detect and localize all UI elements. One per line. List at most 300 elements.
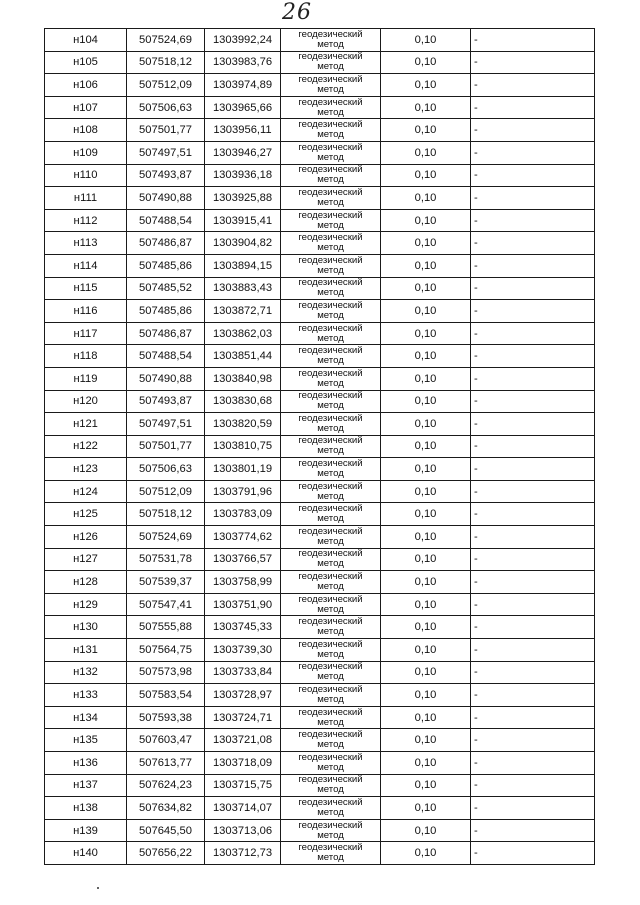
- note-cell: -: [471, 571, 595, 594]
- x-coordinate-cell: 507506,63: [127, 96, 205, 119]
- method-line-2: метод: [317, 806, 344, 818]
- error-cell: 0,10: [381, 367, 471, 390]
- table-row: [45, 345, 595, 368]
- table-row: [45, 639, 595, 662]
- method-line-1: геодезический: [298, 593, 363, 605]
- method-cell: [281, 684, 381, 707]
- scan-speck: [97, 887, 99, 889]
- method-line-1: геодезический: [298, 51, 363, 63]
- method-cell: [281, 503, 381, 526]
- y-coordinate-cell: 1303956,11: [205, 119, 281, 142]
- y-coordinate-cell: 1303718,09: [205, 752, 281, 775]
- method-line-2: метод: [317, 558, 344, 570]
- y-coordinate-cell: 1303965,66: [205, 96, 281, 119]
- y-coordinate-cell: 1303894,15: [205, 254, 281, 277]
- x-coordinate-cell: 507624,23: [127, 774, 205, 797]
- method-cell: [281, 616, 381, 639]
- coordinates-table-body: [45, 29, 595, 865]
- method-cell: [281, 639, 381, 662]
- x-coordinate-cell: 507501,77: [127, 119, 205, 142]
- x-coordinate-cell: 507524,69: [127, 29, 205, 52]
- method-cell: [281, 548, 381, 571]
- method-line-1: геодезический: [298, 164, 363, 176]
- method-line-2: метод: [317, 784, 344, 796]
- method-line-1: геодезический: [298, 141, 363, 153]
- table-row: [45, 209, 595, 232]
- method-line-2: метод: [317, 852, 344, 864]
- table-row: [45, 548, 595, 571]
- method-line-2: метод: [317, 739, 344, 751]
- method-cell: [281, 661, 381, 684]
- error-cell: 0,10: [381, 593, 471, 616]
- method-line-2: метод: [317, 106, 344, 118]
- table-row: [45, 706, 595, 729]
- error-cell: 0,10: [381, 413, 471, 436]
- point-name-cell: н119: [45, 367, 127, 390]
- table-row: [45, 74, 595, 97]
- note-cell: -: [471, 277, 595, 300]
- error-cell: 0,10: [381, 752, 471, 775]
- x-coordinate-cell: 507613,77: [127, 752, 205, 775]
- error-cell: 0,10: [381, 797, 471, 820]
- method-line-2: метод: [317, 513, 344, 525]
- point-name-cell: н106: [45, 74, 127, 97]
- error-cell: 0,10: [381, 232, 471, 255]
- method-line-2: метод: [317, 761, 344, 773]
- method-cell: [281, 345, 381, 368]
- error-cell: 0,10: [381, 526, 471, 549]
- point-name-cell: н121: [45, 413, 127, 436]
- table-row: [45, 729, 595, 752]
- y-coordinate-cell: 1303713,06: [205, 819, 281, 842]
- method-line-2: метод: [317, 129, 344, 141]
- method-line-1: геодезический: [298, 28, 363, 40]
- method-line-1: геодезический: [298, 548, 363, 560]
- error-cell: 0,10: [381, 164, 471, 187]
- table-row: [45, 616, 595, 639]
- note-cell: -: [471, 503, 595, 526]
- method-line-2: метод: [317, 242, 344, 254]
- point-name-cell: н124: [45, 480, 127, 503]
- method-line-1: геодезический: [298, 525, 363, 537]
- method-line-2: метод: [317, 716, 344, 728]
- method-line-2: метод: [317, 490, 344, 502]
- method-line-1: геодезический: [298, 345, 363, 357]
- method-cell: [281, 729, 381, 752]
- method-line-2: метод: [317, 603, 344, 615]
- x-coordinate-cell: 507485,86: [127, 300, 205, 323]
- note-cell: -: [471, 661, 595, 684]
- x-coordinate-cell: 507485,52: [127, 277, 205, 300]
- method-cell: [281, 390, 381, 413]
- table-row: [45, 51, 595, 74]
- method-line-2: метод: [317, 61, 344, 73]
- y-coordinate-cell: 1303840,98: [205, 367, 281, 390]
- table-row: [45, 503, 595, 526]
- error-cell: 0,10: [381, 571, 471, 594]
- note-cell: -: [471, 819, 595, 842]
- y-coordinate-cell: 1303715,75: [205, 774, 281, 797]
- method-cell: [281, 458, 381, 481]
- method-line-1: геодезический: [298, 774, 363, 786]
- method-line-2: метод: [317, 83, 344, 95]
- x-coordinate-cell: 507518,12: [127, 503, 205, 526]
- method-line-1: геодезический: [298, 480, 363, 492]
- y-coordinate-cell: 1303904,82: [205, 232, 281, 255]
- note-cell: -: [471, 752, 595, 775]
- method-line-1: геодезический: [298, 661, 363, 673]
- table-row: [45, 164, 595, 187]
- method-line-1: геодезический: [298, 706, 363, 718]
- x-coordinate-cell: 507485,86: [127, 254, 205, 277]
- method-line-1: геодезический: [298, 796, 363, 808]
- error-cell: 0,10: [381, 254, 471, 277]
- method-cell: [281, 164, 381, 187]
- x-coordinate-cell: 507583,54: [127, 684, 205, 707]
- x-coordinate-cell: 507506,63: [127, 458, 205, 481]
- error-cell: 0,10: [381, 187, 471, 210]
- y-coordinate-cell: 1303915,41: [205, 209, 281, 232]
- table-row: [45, 458, 595, 481]
- x-coordinate-cell: 507555,88: [127, 616, 205, 639]
- x-coordinate-cell: 507490,88: [127, 187, 205, 210]
- table-row: [45, 232, 595, 255]
- method-line-2: метод: [317, 332, 344, 344]
- method-cell: [281, 232, 381, 255]
- point-name-cell: н104: [45, 29, 127, 52]
- y-coordinate-cell: 1303830,68: [205, 390, 281, 413]
- table-row: [45, 752, 595, 775]
- method-line-1: геодезический: [298, 209, 363, 221]
- x-coordinate-cell: 507488,54: [127, 345, 205, 368]
- error-cell: 0,10: [381, 390, 471, 413]
- method-cell: [281, 96, 381, 119]
- note-cell: -: [471, 29, 595, 52]
- method-line-1: геодезический: [298, 412, 363, 424]
- table-row: [45, 842, 595, 865]
- method-cell: [281, 571, 381, 594]
- method-cell: [281, 254, 381, 277]
- point-name-cell: н117: [45, 322, 127, 345]
- method-line-1: геодезический: [298, 390, 363, 402]
- error-cell: 0,10: [381, 842, 471, 865]
- table-row: [45, 367, 595, 390]
- note-cell: -: [471, 300, 595, 323]
- point-name-cell: н120: [45, 390, 127, 413]
- y-coordinate-cell: 1303714,07: [205, 797, 281, 820]
- method-cell: [281, 413, 381, 436]
- error-cell: 0,10: [381, 503, 471, 526]
- method-line-2: метод: [317, 355, 344, 367]
- method-line-2: метод: [317, 151, 344, 163]
- y-coordinate-cell: 1303728,97: [205, 684, 281, 707]
- x-coordinate-cell: 507573,98: [127, 661, 205, 684]
- method-cell: [281, 187, 381, 210]
- x-coordinate-cell: 507524,69: [127, 526, 205, 549]
- y-coordinate-cell: 1303851,44: [205, 345, 281, 368]
- note-cell: -: [471, 51, 595, 74]
- error-cell: 0,10: [381, 661, 471, 684]
- method-line-1: геодезический: [298, 638, 363, 650]
- point-name-cell: н113: [45, 232, 127, 255]
- method-line-2: метод: [317, 445, 344, 457]
- note-cell: -: [471, 706, 595, 729]
- note-cell: -: [471, 74, 595, 97]
- y-coordinate-cell: 1303992,24: [205, 29, 281, 52]
- method-line-2: метод: [317, 626, 344, 638]
- point-name-cell: н130: [45, 616, 127, 639]
- method-cell: [281, 277, 381, 300]
- method-cell: [281, 29, 381, 52]
- x-coordinate-cell: 507518,12: [127, 51, 205, 74]
- method-line-1: геодезический: [298, 842, 363, 854]
- x-coordinate-cell: 507603,47: [127, 729, 205, 752]
- x-coordinate-cell: 507490,88: [127, 367, 205, 390]
- note-cell: -: [471, 187, 595, 210]
- x-coordinate-cell: 507645,50: [127, 819, 205, 842]
- method-line-1: геодезический: [298, 96, 363, 108]
- table-row: [45, 390, 595, 413]
- method-line-2: метод: [317, 468, 344, 480]
- error-cell: 0,10: [381, 684, 471, 707]
- method-cell: [281, 752, 381, 775]
- error-cell: 0,10: [381, 74, 471, 97]
- y-coordinate-cell: 1303883,43: [205, 277, 281, 300]
- note-cell: -: [471, 141, 595, 164]
- point-name-cell: н133: [45, 684, 127, 707]
- y-coordinate-cell: 1303739,30: [205, 639, 281, 662]
- y-coordinate-cell: 1303820,59: [205, 413, 281, 436]
- page-number: 26: [282, 0, 312, 25]
- method-cell: [281, 706, 381, 729]
- y-coordinate-cell: 1303712,73: [205, 842, 281, 865]
- error-cell: 0,10: [381, 277, 471, 300]
- method-line-1: геодезический: [298, 367, 363, 379]
- note-cell: -: [471, 209, 595, 232]
- y-coordinate-cell: 1303751,90: [205, 593, 281, 616]
- y-coordinate-cell: 1303774,62: [205, 526, 281, 549]
- x-coordinate-cell: 507539,37: [127, 571, 205, 594]
- y-coordinate-cell: 1303872,71: [205, 300, 281, 323]
- method-line-1: геодезический: [298, 571, 363, 583]
- method-line-1: геодезический: [298, 73, 363, 85]
- y-coordinate-cell: 1303936,18: [205, 164, 281, 187]
- note-cell: -: [471, 435, 595, 458]
- method-cell: [281, 819, 381, 842]
- y-coordinate-cell: 1303721,08: [205, 729, 281, 752]
- method-cell: [281, 367, 381, 390]
- note-cell: -: [471, 616, 595, 639]
- method-line-1: геодезический: [298, 299, 363, 311]
- method-cell: [281, 119, 381, 142]
- method-line-2: метод: [317, 422, 344, 434]
- method-line-1: геодезический: [298, 684, 363, 696]
- x-coordinate-cell: 507512,09: [127, 480, 205, 503]
- table-row: [45, 277, 595, 300]
- method-line-2: метод: [317, 219, 344, 231]
- table-row: [45, 187, 595, 210]
- table-row: [45, 480, 595, 503]
- y-coordinate-cell: 1303766,57: [205, 548, 281, 571]
- point-name-cell: н115: [45, 277, 127, 300]
- error-cell: 0,10: [381, 435, 471, 458]
- note-cell: -: [471, 548, 595, 571]
- y-coordinate-cell: 1303733,84: [205, 661, 281, 684]
- note-cell: -: [471, 729, 595, 752]
- point-name-cell: н123: [45, 458, 127, 481]
- note-cell: -: [471, 458, 595, 481]
- note-cell: -: [471, 774, 595, 797]
- method-line-2: метод: [317, 309, 344, 321]
- method-cell: [281, 526, 381, 549]
- table-row: [45, 593, 595, 616]
- point-name-cell: н134: [45, 706, 127, 729]
- method-line-2: метод: [317, 581, 344, 593]
- point-name-cell: н131: [45, 639, 127, 662]
- method-cell: [281, 74, 381, 97]
- method-line-1: геодезический: [298, 616, 363, 628]
- method-line-1: геодезический: [298, 232, 363, 244]
- method-line-2: метод: [317, 535, 344, 547]
- x-coordinate-cell: 507486,87: [127, 232, 205, 255]
- note-cell: -: [471, 345, 595, 368]
- method-line-2: метод: [317, 671, 344, 683]
- method-cell: [281, 797, 381, 820]
- error-cell: 0,10: [381, 300, 471, 323]
- y-coordinate-cell: 1303925,88: [205, 187, 281, 210]
- point-name-cell: н137: [45, 774, 127, 797]
- x-coordinate-cell: 507497,51: [127, 413, 205, 436]
- point-name-cell: н138: [45, 797, 127, 820]
- x-coordinate-cell: 507656,22: [127, 842, 205, 865]
- y-coordinate-cell: 1303946,27: [205, 141, 281, 164]
- point-name-cell: н112: [45, 209, 127, 232]
- error-cell: 0,10: [381, 29, 471, 52]
- x-coordinate-cell: 507564,75: [127, 639, 205, 662]
- table-row: [45, 797, 595, 820]
- x-coordinate-cell: 507547,41: [127, 593, 205, 616]
- coordinates-table: [44, 28, 595, 865]
- y-coordinate-cell: 1303974,89: [205, 74, 281, 97]
- error-cell: 0,10: [381, 548, 471, 571]
- y-coordinate-cell: 1303810,75: [205, 435, 281, 458]
- table-row: [45, 526, 595, 549]
- note-cell: -: [471, 842, 595, 865]
- method-line-2: метод: [317, 400, 344, 412]
- method-line-1: геодезический: [298, 254, 363, 266]
- error-cell: 0,10: [381, 774, 471, 797]
- method-cell: [281, 141, 381, 164]
- x-coordinate-cell: 507488,54: [127, 209, 205, 232]
- method-line-1: геодезический: [298, 503, 363, 515]
- point-name-cell: н118: [45, 345, 127, 368]
- error-cell: 0,10: [381, 819, 471, 842]
- method-line-2: метод: [317, 287, 344, 299]
- method-line-1: геодезический: [298, 819, 363, 831]
- method-cell: [281, 300, 381, 323]
- method-line-1: геодезический: [298, 186, 363, 198]
- table-row: [45, 819, 595, 842]
- note-cell: -: [471, 322, 595, 345]
- y-coordinate-cell: 1303758,99: [205, 571, 281, 594]
- table-row: [45, 141, 595, 164]
- y-coordinate-cell: 1303745,33: [205, 616, 281, 639]
- error-cell: 0,10: [381, 345, 471, 368]
- error-cell: 0,10: [381, 96, 471, 119]
- error-cell: 0,10: [381, 616, 471, 639]
- point-name-cell: н122: [45, 435, 127, 458]
- error-cell: 0,10: [381, 639, 471, 662]
- method-line-2: метод: [317, 174, 344, 186]
- y-coordinate-cell: 1303801,19: [205, 458, 281, 481]
- method-line-1: геодезический: [298, 751, 363, 763]
- error-cell: 0,10: [381, 119, 471, 142]
- point-name-cell: н111: [45, 187, 127, 210]
- error-cell: 0,10: [381, 458, 471, 481]
- x-coordinate-cell: 507634,82: [127, 797, 205, 820]
- note-cell: -: [471, 593, 595, 616]
- method-line-1: геодезический: [298, 119, 363, 131]
- point-name-cell: н129: [45, 593, 127, 616]
- table-row: [45, 684, 595, 707]
- method-line-2: метод: [317, 264, 344, 276]
- x-coordinate-cell: 507593,38: [127, 706, 205, 729]
- point-name-cell: н114: [45, 254, 127, 277]
- method-line-1: геодезический: [298, 458, 363, 470]
- x-coordinate-cell: 507493,87: [127, 164, 205, 187]
- point-name-cell: н110: [45, 164, 127, 187]
- point-name-cell: н136: [45, 752, 127, 775]
- table-row: [45, 322, 595, 345]
- table-row: [45, 435, 595, 458]
- x-coordinate-cell: 507512,09: [127, 74, 205, 97]
- note-cell: -: [471, 96, 595, 119]
- method-line-2: метод: [317, 648, 344, 660]
- note-cell: -: [471, 164, 595, 187]
- error-cell: 0,10: [381, 729, 471, 752]
- table-row: [45, 774, 595, 797]
- note-cell: -: [471, 684, 595, 707]
- method-line-2: метод: [317, 694, 344, 706]
- note-cell: -: [471, 254, 595, 277]
- method-line-1: геодезический: [298, 322, 363, 334]
- method-cell: [281, 435, 381, 458]
- point-name-cell: н116: [45, 300, 127, 323]
- error-cell: 0,10: [381, 322, 471, 345]
- error-cell: 0,10: [381, 51, 471, 74]
- table-row: [45, 119, 595, 142]
- x-coordinate-cell: 507486,87: [127, 322, 205, 345]
- y-coordinate-cell: 1303983,76: [205, 51, 281, 74]
- method-cell: [281, 774, 381, 797]
- point-name-cell: н128: [45, 571, 127, 594]
- y-coordinate-cell: 1303783,09: [205, 503, 281, 526]
- error-cell: 0,10: [381, 209, 471, 232]
- method-line-2: метод: [317, 38, 344, 50]
- x-coordinate-cell: 507501,77: [127, 435, 205, 458]
- y-coordinate-cell: 1303724,71: [205, 706, 281, 729]
- error-cell: 0,10: [381, 480, 471, 503]
- x-coordinate-cell: 507531,78: [127, 548, 205, 571]
- y-coordinate-cell: 1303791,96: [205, 480, 281, 503]
- table-row: [45, 413, 595, 436]
- method-cell: [281, 480, 381, 503]
- error-cell: 0,10: [381, 706, 471, 729]
- table-row: [45, 254, 595, 277]
- point-name-cell: н108: [45, 119, 127, 142]
- y-coordinate-cell: 1303862,03: [205, 322, 281, 345]
- x-coordinate-cell: 507493,87: [127, 390, 205, 413]
